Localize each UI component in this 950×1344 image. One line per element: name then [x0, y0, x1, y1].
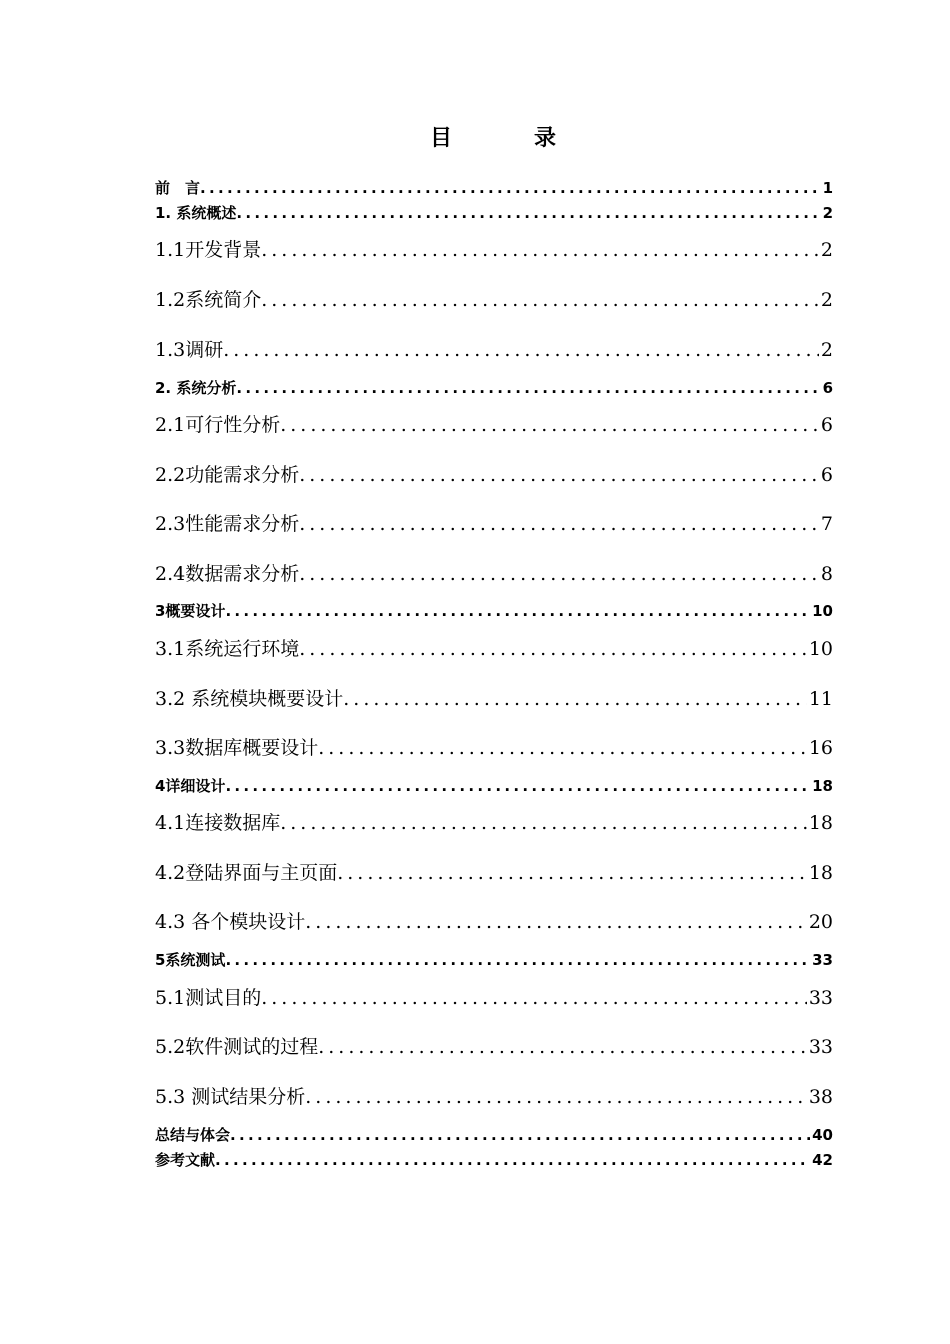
toc-entry-label: 1.1开发背景	[155, 239, 262, 261]
toc-leader	[305, 907, 807, 937]
toc-entry-label: 5.3 测试结果分析	[155, 1086, 306, 1108]
toc-entry-label: 4.3 各个模块设计	[155, 911, 306, 933]
toc-leader	[230, 1124, 810, 1146]
toc-entry-2-2[interactable]	[155, 460, 833, 490]
toc-leader	[318, 733, 807, 763]
toc-entry-label: 4详细设计	[155, 777, 226, 795]
toc-entry-references[interactable]	[155, 1149, 833, 1171]
toc-entry-5-1[interactable]	[155, 983, 833, 1013]
toc-leader	[299, 559, 819, 589]
toc-leader	[299, 460, 819, 490]
toc-entry-preface[interactable]	[155, 177, 833, 199]
toc-leader	[215, 1149, 810, 1171]
toc-leader	[299, 634, 807, 664]
toc-entry-page: 2	[820, 339, 833, 361]
toc-entry-1-2[interactable]	[155, 285, 833, 315]
toc-entry-label: 5.1测试目的	[155, 987, 262, 1009]
toc-entry-page: 6	[822, 379, 833, 397]
toc-entry-chapter-4[interactable]	[155, 775, 833, 797]
toc-entry-label: 2.3性能需求分析	[155, 513, 300, 535]
toc-leader	[200, 177, 821, 199]
toc-entry-page: 2	[822, 204, 833, 222]
toc-entry-page: 18	[808, 862, 833, 884]
toc-entry-label: 1.2系统简介	[155, 289, 262, 311]
toc-leader	[225, 949, 810, 971]
toc-entry-5-3[interactable]	[155, 1082, 833, 1112]
toc-entry-label: 1. 系统概述	[155, 204, 237, 222]
toc-entry-page: 33	[812, 951, 833, 969]
toc-entry-page: 1	[822, 179, 833, 197]
toc-entry-page: 8	[820, 563, 833, 585]
toc-entry-label: 3.1系统运行环境	[155, 638, 300, 660]
toc-entry-page: 16	[808, 737, 833, 759]
toc-entry-page: 6	[820, 414, 833, 436]
toc-entry-label: 2.2功能需求分析	[155, 464, 300, 486]
toc-entry-page: 18	[812, 777, 833, 795]
toc-entry-page: 2	[820, 239, 833, 261]
toc-leader	[261, 235, 819, 265]
toc-entry-1-1[interactable]	[155, 235, 833, 265]
toc-leader	[236, 377, 820, 399]
toc-entry-page: 11	[808, 688, 833, 710]
toc-entry-chapter-5[interactable]	[155, 949, 833, 971]
page-title: 目 录	[429, 126, 586, 151]
toc-entry-page: 7	[820, 513, 833, 535]
toc-entry-page: 10	[808, 638, 833, 660]
toc-entry-chapter-3[interactable]	[155, 600, 833, 622]
toc-leader	[318, 1032, 807, 1062]
toc-entry-label: 2.4数据需求分析	[155, 563, 300, 585]
toc-entry-label: 1.3调研	[155, 339, 224, 361]
toc-entry-4-1[interactable]	[155, 808, 833, 838]
toc-entry-label: 3.2 系统模块概要设计	[155, 688, 344, 710]
toc-entry-label: 总结与体会	[155, 1126, 231, 1144]
toc-entry-page: 20	[808, 911, 833, 933]
toc-entry-4-2[interactable]	[155, 858, 833, 888]
toc-entry-page: 33	[808, 987, 833, 1009]
toc-entry-2-4[interactable]	[155, 559, 833, 589]
toc-leader	[236, 202, 820, 224]
toc-entry-label: 5.2软件测试的过程	[155, 1036, 319, 1058]
toc-entry-label: 4.2登陆界面与主页面	[155, 862, 338, 884]
toc-entry-label: 3概要设计	[155, 602, 226, 620]
toc-entry-label: 5系统测试	[155, 951, 226, 969]
toc-entry-page: 18	[808, 812, 833, 834]
toc-entry-chapter-2[interactable]	[155, 377, 833, 399]
toc-leader	[261, 285, 819, 315]
toc-entry-5-2[interactable]	[155, 1032, 833, 1062]
toc-leader	[280, 410, 819, 440]
toc-entry-4-3[interactable]	[155, 907, 833, 937]
toc-entry-2-1[interactable]	[155, 410, 833, 440]
toc-leader	[343, 684, 807, 714]
toc-entry-page: 40	[812, 1126, 833, 1144]
toc-leader	[225, 775, 810, 797]
toc-entry-3-2[interactable]	[155, 684, 833, 714]
toc-entry-label: 前 言	[155, 179, 201, 197]
toc-entry-page: 33	[808, 1036, 833, 1058]
toc-entry-page: 10	[812, 602, 833, 620]
toc-entry-page: 38	[808, 1086, 833, 1108]
toc-leader	[225, 600, 810, 622]
toc-entry-label: 2. 系统分析	[155, 379, 237, 397]
toc-leader	[299, 509, 819, 539]
toc-leader	[280, 808, 807, 838]
toc-entry-label: 4.1连接数据库	[155, 812, 281, 834]
toc-entry-2-3[interactable]	[155, 509, 833, 539]
toc-entry-page: 42	[812, 1151, 833, 1169]
toc-entry-chapter-1[interactable]	[155, 202, 833, 224]
toc-leader	[223, 335, 819, 365]
toc-entry-label: 参考文献	[155, 1151, 216, 1169]
toc-entry-page: 6	[820, 464, 833, 486]
toc-entry-3-1[interactable]	[155, 634, 833, 664]
toc-entry-summary[interactable]	[155, 1124, 833, 1146]
toc-entry-3-3[interactable]	[155, 733, 833, 763]
toc-entry-label: 3.3数据库概要设计	[155, 737, 319, 759]
toc-leader	[305, 1082, 807, 1112]
toc-leader	[261, 983, 807, 1013]
toc-leader	[337, 858, 807, 888]
toc-entry-label: 2.1可行性分析	[155, 414, 281, 436]
toc-entry-1-3[interactable]	[155, 335, 833, 365]
toc-entry-page: 2	[820, 289, 833, 311]
